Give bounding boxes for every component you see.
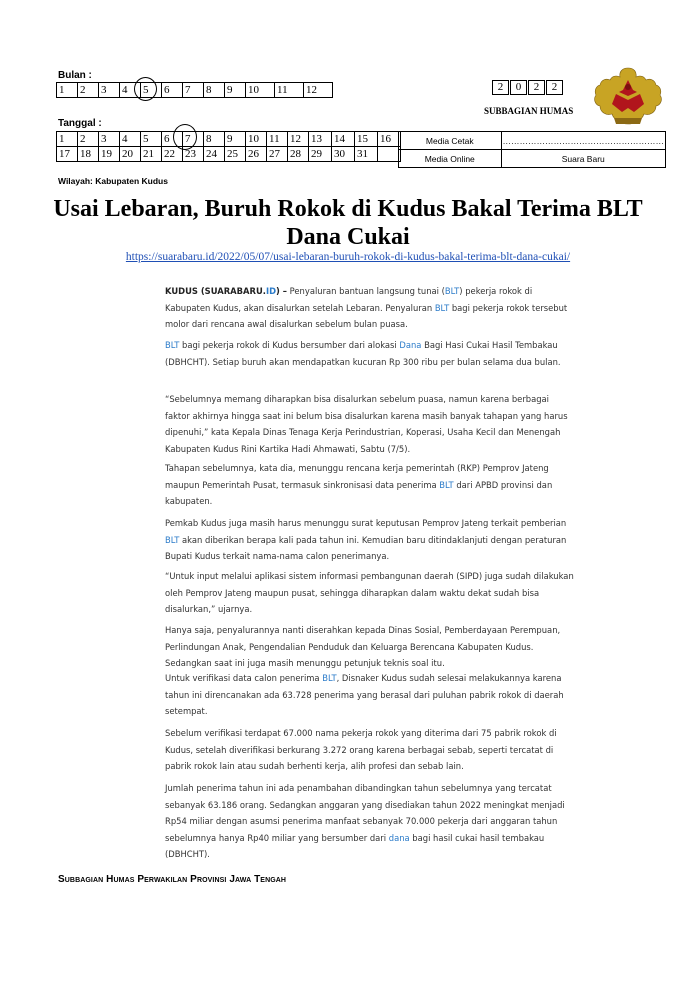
day-cell: 17 [57, 147, 78, 162]
day-cell: 1 [57, 132, 78, 147]
media-table [398, 131, 666, 168]
day-cell: 25 [225, 147, 246, 162]
article-paragraph-4 [165, 460, 575, 510]
day-cell: 8 [204, 132, 225, 147]
day-cell: 29 [309, 147, 332, 162]
day-cell: 5 [141, 132, 162, 147]
day-cell: 18 [78, 147, 99, 162]
selected-day-circle [173, 124, 197, 150]
text: , Disnaker Kudus sudah selesai melakukannya karena tahun ini direncanakan ada 63.728 penerima yang berasal dari puluhan pabrik rokok di daerah setempat. [165, 673, 564, 716]
article-paragraph-8 [165, 670, 575, 720]
article-paragraph-7: Hanya saja, penyalurannya nanti diserahkan kepada Dinas Sosial, Pemberdayaan Perempuan, Perlindungan Anak, Pengendalian Penduduk dan Keluarga Berencana Kabupaten Kudus. Sedangkan saat ini juga masih menunggu petunjuk teknis soal itu. [165, 625, 561, 668]
text: Pemkab Kudus juga masih harus menunggu surat keputusan Pemprov Jateng terkait pemberian [165, 518, 567, 528]
year-digit: 2 [528, 80, 545, 95]
day-cell: 28 [288, 147, 309, 162]
dateline-end: ) – [276, 286, 287, 296]
month-cell: 3 [99, 83, 120, 98]
day-cell: 22 [162, 147, 183, 162]
article-paragraph-5 [165, 515, 575, 565]
garuda-emblem-icon [592, 62, 664, 134]
blt-link[interactable]: BLT [165, 340, 180, 350]
article-paragraph-10 [165, 780, 575, 863]
day-cell: 7 [183, 132, 204, 147]
day-cell: 16 [378, 132, 401, 147]
day-cell: 9 [225, 132, 246, 147]
blt-link[interactable]: BLT [439, 479, 454, 490]
day-cell: 30 [332, 147, 355, 162]
year-digit: 2 [492, 80, 509, 95]
article-title: Usai Lebaran, Buruh Rokok di Kudus Bakal Terima BLT Dana Cukai [53, 196, 643, 250]
month-cell: 10 [246, 83, 275, 98]
article-paragraph-6: “Untuk input melalui aplikasi sistem informasi pembangunan daerah (SIPD) juga sudah dilakukan oleh Pemprov Jateng maupun pusat, sehingga diharapkan dalam waktu dekat sudah bisa disalurkan,” ujarnya. [165, 571, 574, 614]
article-url-link[interactable]: https://suarabaru.id/2022/05/07/usai-lebaran-buruh-rokok-di-kudus-bakal-terima-blt-dana-cukai/ [125, 251, 571, 263]
day-cell: 3 [99, 132, 120, 147]
year-digit: 2 [546, 80, 563, 95]
text: dari APBD provinsi dan kabupaten. [165, 479, 553, 506]
tanggal-label: Tanggal : [58, 118, 102, 129]
day-cell: 13 [309, 132, 332, 147]
text: akan diberikan berapa kali pada tahun ini. Kemudian baru ditindaklanjuti dengan peraturan Bupati Kudus terkait nama-nama calon penerimanya. [165, 534, 567, 561]
dateline-id: ID [265, 286, 277, 296]
blt-link[interactable]: BLT [444, 286, 460, 296]
day-cell: 14 [332, 132, 355, 147]
day-cell: 19 [99, 147, 120, 162]
dateline: KUDUS (SUARABARU. [165, 286, 266, 296]
media-cetak-label: Media Cetak [399, 132, 502, 150]
month-cell: 7 [183, 83, 204, 98]
month-cell: 2 [78, 83, 99, 98]
month-cell: 1 [57, 83, 78, 98]
month-cell: 11 [275, 83, 304, 98]
month-grid [56, 82, 333, 98]
month-cell: 8 [204, 83, 225, 98]
day-cell: 11 [267, 132, 288, 147]
bulan-label: Bulan : [58, 70, 92, 81]
wilayah-label: Wilayah: Kabupaten Kudus [58, 176, 168, 186]
day-cell: 4 [120, 132, 141, 147]
month-cell: 4 [120, 83, 141, 98]
article-paragraph-2 [165, 337, 575, 370]
year-digit: 0 [510, 80, 527, 95]
article-paragraph-3: “Sebelumnya memang diharapkan bisa disalurkan sebelum puasa, namun karena berbagai faktor akhirnya hingga saat ini belum bisa disalurkan karena masih banyak tahapan yang harus dipenuhi,” kata Kepala Dinas Tenaga Kerja Perindustrian, Koperasi, Usaha Kecil dan Menengah Kabupaten Kudus Rini Kartika Hadi Ahmawati, Sabtu (7/5). [165, 394, 568, 454]
dana-link[interactable]: dana [388, 832, 410, 843]
day-cell: 10 [246, 132, 267, 147]
media-online-label: Media Online [399, 150, 502, 168]
text: ) pekerja rokok di Kabupaten Kudus, akan disalurkan setelah Lebaran. Penyaluran [165, 286, 533, 313]
text: Penyaluran bantuan langsung tunai ( [289, 286, 445, 296]
dana-link[interactable]: Dana [399, 340, 422, 350]
media-cetak-value: ………………………………………………… [501, 132, 666, 150]
month-cell: 5 [141, 83, 162, 98]
month-cell: 12 [304, 83, 333, 98]
blt-link[interactable]: BLT [322, 673, 337, 683]
month-cell: 9 [225, 83, 246, 98]
blt-link[interactable]: BLT [165, 534, 180, 545]
day-cell: 26 [246, 147, 267, 162]
day-cell: 2 [78, 132, 99, 147]
day-cell: 31 [355, 147, 378, 162]
day-cell: 6 [162, 132, 183, 147]
month-cell: 6 [162, 83, 183, 98]
day-cell: 12 [288, 132, 309, 147]
text: Untuk verifikasi data calon penerima [165, 673, 323, 683]
day-cell: 24 [204, 147, 225, 162]
day-cell: 15 [355, 132, 378, 147]
day-cell: 21 [141, 147, 162, 162]
text: Bagi Hasi Cukai Hasil Tembakau (DBHCHT). Setiap buruh akan mendapatkan kucuran Rp 300 ribu per bulan selama dua bulan. [165, 340, 561, 367]
article-paragraph-9: Sebelum verifikasi terdapat 67.000 nama pekerja rokok yang diterima dari 75 pabrik rokok di Kudus, setelah diverifikasi berkurang 3.272 orang karena berbagai sebab, seperti tercatat di pabrik rokok lain atau sudah berhenti kerja, alih profesi dan sebab lain. [165, 728, 557, 771]
text: bagi pekerja rokok tersebut molor dari rencana awal disalurkan sebelum bulan puasa. [165, 302, 568, 329]
footer-label: Subbagian Humas Perwakilan Provinsi Jawa Tengah [58, 874, 287, 885]
media-online-value: Suara Baru [501, 150, 666, 168]
day-grid [56, 131, 401, 162]
blt-link[interactable]: BLT [434, 302, 450, 313]
text: bagi hasil cukai hasil tembakau (DBHCHT). [165, 832, 545, 859]
article-paragraph-1 [165, 283, 575, 333]
day-cell: 20 [120, 147, 141, 162]
day-cell: 27 [267, 147, 288, 162]
selected-month-circle [134, 77, 157, 101]
text: Jumlah penerima tahun ini ada penambahan dibandingkan tahun sebelumnya yang tercatat sebanyak 63.186 orang. Sedangkan anggaran yang disediakan tahun 2022 meningkat menjadi Rp54 miliar dengan asumsi penerima manfaat sebanyak 70.000 pekerja dari anggaran tahun sebelumnya hanya Rp40 miliar yang bersumber dari [165, 783, 565, 843]
day-cell: 23 [183, 147, 204, 162]
text: Tahapan sebelumnya, kata dia, menunggu rencana kerja pemerintah (RKP) Pemprov Jateng maupun Pemerintah Pusat, termasuk sinkronisasi data penerima [165, 463, 549, 490]
text: bagi pekerja rokok di Kudus bersumber dari alokasi [179, 340, 400, 350]
subbagian-humas-label: SUBBAGIAN HUMAS [484, 106, 574, 116]
